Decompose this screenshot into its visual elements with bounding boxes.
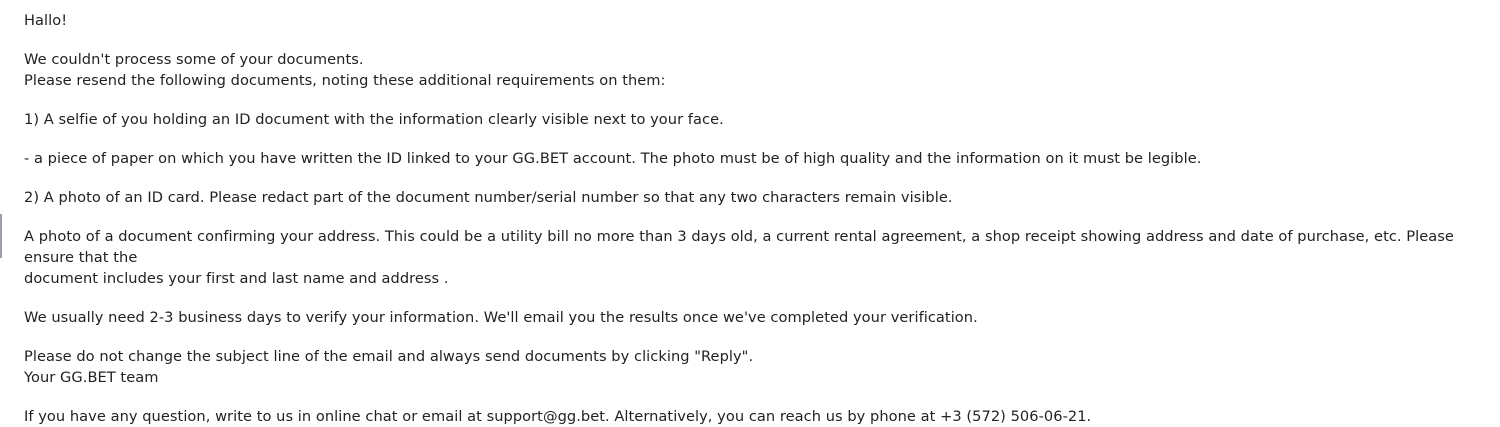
address-proof-paragraph [24, 226, 1476, 289]
intro-line-2: Please resend the following documents, noting these additional requirements on them: [24, 72, 666, 89]
contact-paragraph: If you have any question, write to us in online chat or email at support@gg.bet. Alternatively, you can reach us by phone at +3 (572) 506-06-21. [24, 408, 1092, 425]
greeting-paragraph: Hallo! [24, 12, 68, 29]
requirement-item-1: 1) A selfie of you holding an ID document with the information clearly visible next to your face. [24, 111, 724, 128]
requirement-item-1-note: - a piece of paper on which you have written the ID linked to your GG.BET account. The photo must be of high quality and the information on it must be legible. [24, 150, 1202, 167]
address-proof-line-2: document includes your first and last name and address . [24, 270, 449, 287]
requirement-item-2: 2) A photo of an ID card. Please redact part of the document number/serial number so that any two characters remain visible. [24, 189, 953, 206]
closing-line-2: Your GG.BET team [24, 369, 159, 386]
processing-time-paragraph: We usually need 2-3 business days to verify your information. We'll email you the results once we've completed your verification. [24, 309, 978, 326]
closing-paragraph [24, 346, 1476, 388]
address-proof-line-1: A photo of a document confirming your address. This could be a utility bill no more than 3 days old, a current rental agreement, a shop receipt showing address and date of purchase, etc. Please ensure that the [24, 228, 1454, 266]
intro-line-1: We couldn't process some of your documents. [24, 51, 364, 68]
quote-marker [0, 214, 2, 258]
intro-paragraph [24, 49, 1476, 91]
closing-line-1: Please do not change the subject line of the email and always send documents by clicking "Reply". [24, 348, 754, 365]
